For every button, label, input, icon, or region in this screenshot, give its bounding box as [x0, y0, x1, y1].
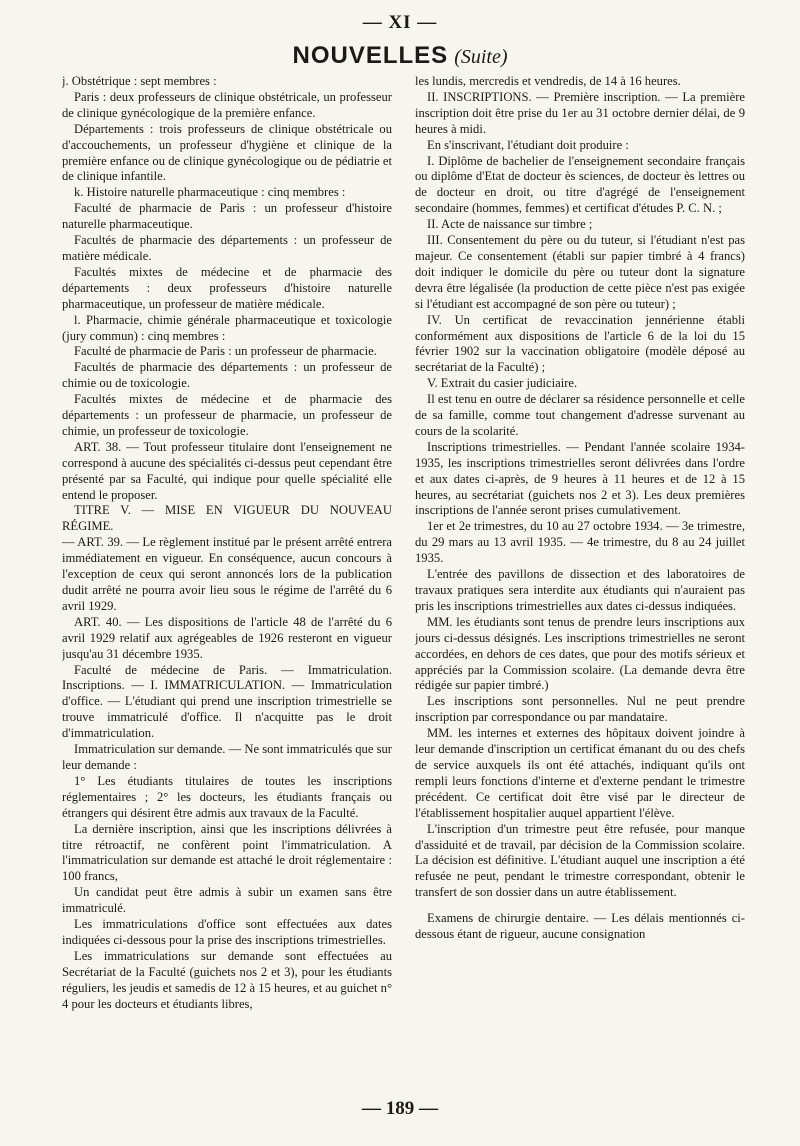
page-title-suite: (Suite)	[454, 46, 508, 68]
paragraph: ART. 38. — Tout professeur titulaire dont l'enseignement ne correspond à aucune des spécialités ci-dessus peut cependant être présenté par sa Faculté, qui indique pour quelle spécialité elle entend le proposer.	[62, 439, 392, 502]
paragraph: L'inscription d'un trimestre peut être refusée, pour manque d'assiduité et de travail, par décision de la Commission scolaire. La décision est définitive. L'étudiant auquel une inscription a été refusée ne peut, pendant le trimestre correspondant, obtenir le transfert de son dossier dans un autre établissement.	[415, 821, 745, 900]
paragraph: La dernière inscription, ainsi que les inscriptions délivrées à titre rétroactif, ne confèrent point l'immatriculation. A l'immatriculation sur demande est attaché le droit réglementaire : 100 francs,	[62, 821, 392, 884]
left-column	[62, 74, 392, 1096]
paragraph: Faculté de médecine de Paris. — Immatriculation. Inscriptions. — I. IMMATRICULATION. — Immatriculation d'office. — L'étudiant qui prend une inscription trimestrielle se trouve immatriculé d'office. Il n'acquitte pas le droit d'immatriculation.	[62, 662, 392, 741]
paragraph: V. Extrait du casier judiciaire.	[427, 376, 578, 391]
paragraph: j. Obstétrique : sept membres :	[62, 74, 217, 88]
paragraph: II. Acte de naissance sur timbre ;	[427, 217, 593, 232]
paragraph: Paris : deux professeurs de clinique obstétricale, un professeur de clinique gynécologique de la première enfance.	[62, 89, 392, 120]
paragraph: Examens de chirurgie dentaire. — Les délais mentionnés ci-dessous étant de rigueur, aucune consignation	[415, 911, 745, 942]
paragraph: Départements : trois professeurs de clinique obstétricale ou d'accouchements, un professeur d'hygiène et clinique de la première enfance ou de clinique gynécologique ou de pédiatrie et de clinique infantile.	[62, 121, 392, 184]
paragraph: II. INSCRIPTIONS. — Première inscription. — La première inscription doit être prise du 1er au 31 octobre dernier délai, de 9 heures à midi.	[415, 89, 745, 136]
paragraph: Les immatriculations sur demande sont effectuées au Secrétariat de la Faculté (guichets nos 2 et 3), pour les étudiants réguliers, les jeudis et samedis de 12 à 15 heures, et au guichet n° 4 pour les docteurs et étudiants libres,	[62, 948, 392, 1011]
paragraph: III. Consentement du père ou du tuteur, si l'étudiant n'est pas majeur. Ce consentement (établi sur papier timbré à 4 francs) doit indiquer le domicile du père ou tuteur dont la signature devra être légalisée (la production de cette pièce n'est pas exigée si l'étudiant est accompagné de son père ou tuteur) ;	[415, 233, 745, 311]
paragraph: Facultés de pharmacie des départements : un professeur de matière médicale.	[62, 233, 392, 263]
paragraph: Les immatriculations d'office sont effectuées aux dates indiquées ci-dessous pour la prise des inscriptions trimestrielles.	[62, 917, 392, 947]
paragraph: — ART. 39. — Le règlement institué par le présent arrêté entrera immédiatement en vigueur. En conséquence, aucun concours à l'exception de ceux qui seront annoncés lors de la publication dudit arrêté ne pourra avoir lieu sous le régime de l'arrêté du 6 avril 1929.	[62, 535, 392, 613]
paragraph: 1° Les étudiants titulaires de toutes les inscriptions réglementaires ; 2° les docteurs, les étudiants français ou étrangers qui désirent être admis aux travaux de la Faculté.	[62, 773, 392, 820]
paragraph: MM. les internes et externes des hôpitaux doivent joindre à leur demande d'inscription un certificat émanant du ou des chefs de service auxquels ils ont été attachés, indiquant qu'ils ont rempli leurs fonctions d'interne et d'externe pendant le trimestre précédent. Ce certificat doit être visé par le directeur de l'établissement hospitalier auquel appartient l'élève.	[415, 726, 745, 820]
right-column	[415, 74, 745, 1096]
paragraph: ART. 40. — Les dispositions de l'article 48 de l'arrêté du 6 avril 1929 relatif aux agrégeables de 1926 resteront en vigueur jusqu'au 31 décembre 1935.	[62, 614, 392, 661]
paragraph: Facultés mixtes de médecine et de pharmacie des départements : deux professeurs d'histoire naturelle pharmaceutique, un professeur de matière médicale.	[62, 264, 392, 311]
paragraph: l. Pharmacie, chimie générale pharmaceutique et toxicologie (jury commun) : cinq membres :	[62, 312, 392, 343]
paragraph: Facultés mixtes de médecine et de pharmacie des départements : un professeur de pharmacie, un professeur de chimie, un professeur de toxicologie.	[62, 392, 392, 438]
page-title-main: NOUVELLES	[292, 42, 449, 69]
paragraph: Un candidat peut être admis à subir un examen sans être immatriculé.	[62, 885, 392, 916]
paragraph: k. Histoire naturelle pharmaceutique : cinq membres :	[74, 185, 346, 200]
page-title	[0, 42, 800, 70]
page-header-roman-number: — XI —	[362, 12, 438, 33]
paragraph: Inscriptions trimestrielles. — Pendant l'année scolaire 1934-1935, les inscriptions trimestrielles seront délivrées dans l'ordre et aux dates ci-après, de 9 heures à 11 heures et de 12 à 15 heures, au secrétariat (guichets nos 2 et 3). Les deux premières inscriptions de l'année seront prises cumulativement.	[415, 439, 745, 518]
paragraph: 1er et 2e trimestres, du 10 au 27 octobre 1934. — 3e trimestre, du 29 mars au 13 avril 1935. — 4e trimestre, du 8 au 24 juillet 1935.	[415, 519, 745, 566]
paragraph: L'entrée des pavillons de dissection et des laboratoires de travaux pratiques sera interdite aux étudiants qui n'auraient pas pris les inscriptions trimestrielles aux dates ci-dessus indiquées.	[415, 567, 745, 613]
paragraph: En s'inscrivant, l'étudiant doit produire :	[427, 137, 629, 152]
paragraph: Facultés de pharmacie des départements : un professeur de chimie ou de toxicologie.	[62, 360, 392, 391]
paragraph: Il est tenu en outre de déclarer sa résidence personnelle et celle de sa famille, comme tout changement d'adresse survenant au cours de la scolarité.	[415, 392, 745, 438]
paragraph: Faculté de pharmacie de Paris : un professeur d'histoire naturelle pharmaceutique.	[62, 201, 392, 232]
paragraph: MM. les étudiants sont tenus de prendre leurs inscriptions aux jours ci-dessus désignés. Les inscriptions trimestrielles ne seront accordées, en dehors de ces dates, que pour des motifs sérieux et appréciés par la Commission scolaire. (La demande devra être rédigée sur papier timbré.)	[415, 614, 745, 693]
paragraph: les lundis, mercredis et vendredis, de 14 à 16 heures.	[415, 74, 681, 88]
paragraph: Les inscriptions sont personnelles. Nul ne peut prendre inscription par correspondance ou par mandataire.	[415, 694, 745, 725]
page-number: — 189 —	[362, 1098, 438, 1119]
paragraph: Immatriculation sur demande. — Ne sont immatriculés que sur leur demande :	[62, 742, 392, 772]
paragraph: I. Diplôme de bachelier de l'enseignement secondaire français ou diplôme d'Etat de docteur ès sciences, de docteur ès lettres ou de docteur en droit, ou titre d'agrégé de l'enseignement secondaire (hommes, femmes) et certificat d'études P. C. N. ;	[415, 153, 745, 216]
paragraph: IV. Un certificat de revaccination jennérienne établi conformément aux dispositions de l'article 6 de la loi du 15 février 1902 sur la vaccination obligatoire (modèle déposé au secrétariat de la Faculté) ;	[415, 312, 745, 375]
paragraph: Faculté de pharmacie de Paris : un professeur de pharmacie.	[74, 344, 377, 359]
section-heading: TITRE V. — MISE EN VIGUEUR DU NOUVEAU RÉGIME.	[62, 503, 392, 534]
